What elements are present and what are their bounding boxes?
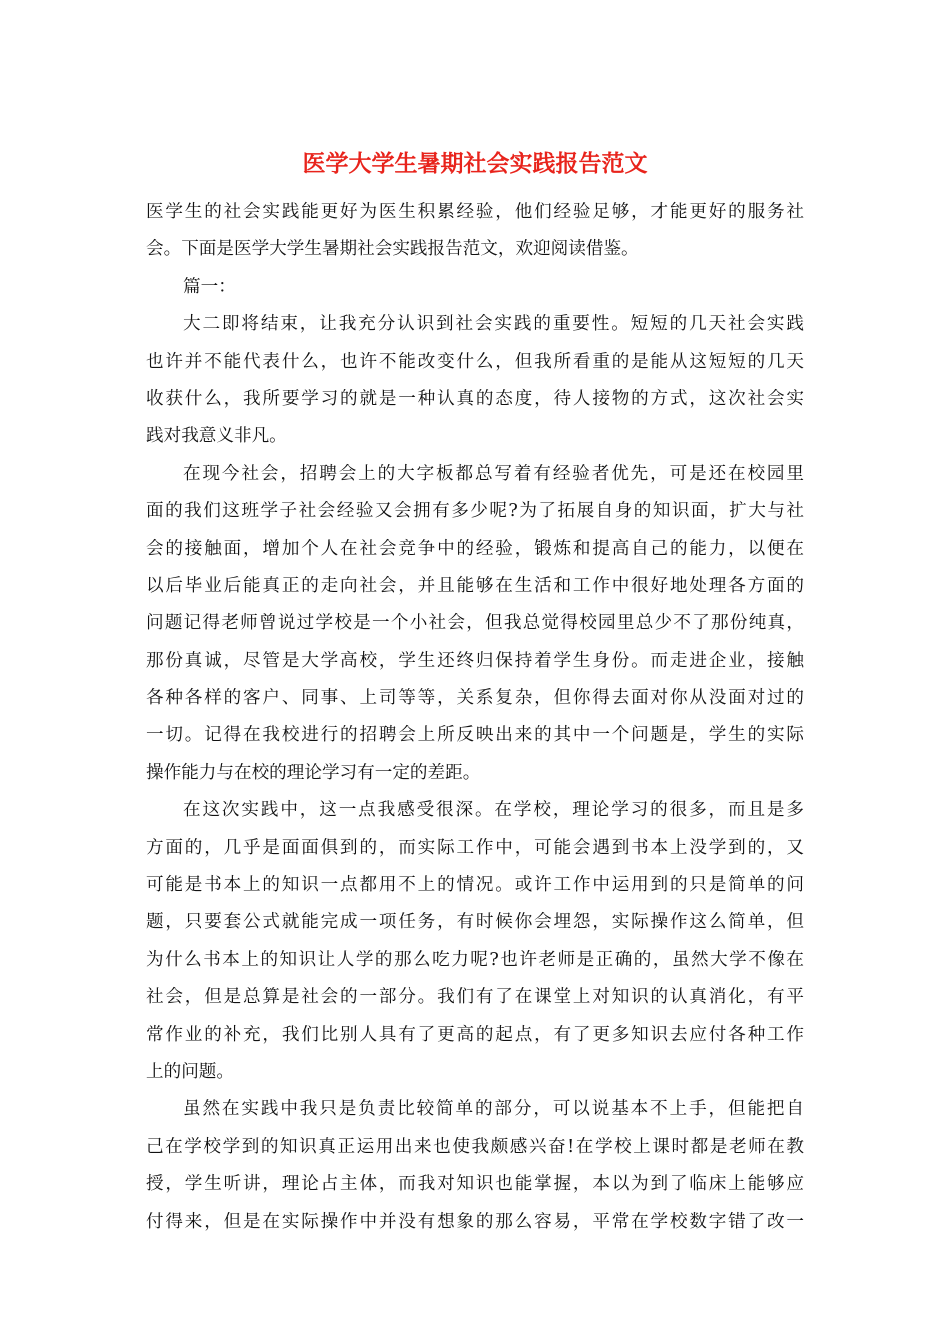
- text-line: 问题记得老师曾说过学校是一个小社会，但我总觉得校园里总少不了那份纯真，: [146, 613, 804, 634]
- text-line: 常作业的补充，我们比别人具有了更高的起点，有了更多知识去应付各种工作: [146, 1024, 804, 1045]
- text-line: 会的接触面，增加个人在社会竞争中的经验，锻炼和提高自己的能力，以便在: [146, 538, 804, 559]
- text-line: 授，学生听讲，理论占主体，而我对知识也能掌握，本以为到了临床上能够应: [146, 1174, 804, 1195]
- text-line: 虽然在实践中我只是负责比较简单的部分，可以说基本不上手，但能把自: [183, 1099, 804, 1120]
- text-line: 也许并不能代表什么，也许不能改变什么，但我所看重的是能从这短短的几天: [146, 351, 804, 372]
- document-body: [146, 194, 804, 1241]
- text-line: 医学生的社会实践能更好为医生积累经验，他们经验足够，才能更好的服务社: [146, 202, 804, 222]
- text-line: 以后毕业后能真正的走向社会，并且能够在生活和工作中很好地处理各方面的: [146, 575, 804, 596]
- text-line: 社会，但是总算是社会的一部分。我们有了在课堂上对知识的认真消化，有平: [146, 987, 804, 1008]
- text-line: 一切。记得在我校进行的招聘会上所反映出来的其中一个问题是，学生的实际: [146, 725, 804, 746]
- text-line: 在这次实践中，这一点我感受很深。在学校，理论学习的很多，而且是多: [183, 800, 804, 821]
- text-line: 面的我们这班学子社会经验又会拥有多少呢?为了拓展自身的知识面，扩大与社: [146, 501, 804, 522]
- text-line: 上的问题。: [146, 1061, 234, 1082]
- text-line: 在现今社会，招聘会上的大字板都总写着有经验者优先，可是还在校园里: [183, 463, 804, 484]
- text-line: 收获什么，我所要学习的就是一种认真的态度，待人接物的方式，这次社会实: [146, 388, 804, 409]
- text-line: 己在学校学到的知识真正运用出来也使我颇感兴奋!在学校上课时都是老师在教: [146, 1136, 804, 1157]
- text-line: 方面的，几乎是面面俱到的，而实际工作中，可能会遇到书本上没学到的，又: [146, 837, 804, 858]
- text-line: 会。下面是医学大学生暑期社会实践报告范文，欢迎阅读借鉴。: [146, 239, 639, 260]
- text-line: 践对我意义非凡。: [146, 426, 287, 447]
- text-line: 操作能力与在校的理论学习有一定的差距。: [146, 762, 481, 783]
- text-line: 题，只要套公式就能完成一项任务，有时候你会埋怨，实际操作这么简单，但: [146, 912, 804, 933]
- text-line: 为什么书本上的知识让人学的那么吃力呢?也许老师是正确的，虽然大学不像在: [146, 949, 804, 970]
- document-title: 医学大学生暑期社会实践报告范文: [302, 150, 648, 177]
- text-line: 付得来，但是在实际操作中并没有想象的那么容易，平常在学校数字错了改一: [146, 1211, 804, 1232]
- text-line: 那份真诚，尽管是大学高校，学生还终归保持着学生身份。而走进企业，接触: [146, 650, 804, 671]
- text-line: 篇一：: [183, 276, 236, 297]
- text-line: 可能是书本上的知识一点都用不上的情况。或许工作中运用到的只是简单的问: [146, 875, 804, 896]
- text-line: 各种各样的客户、同事、上司等等，关系复杂，但你得去面对你从没面对过的: [146, 688, 804, 709]
- text-line: 大二即将结束，让我充分认识到社会实践的重要性。短短的几天社会实践: [183, 314, 804, 335]
